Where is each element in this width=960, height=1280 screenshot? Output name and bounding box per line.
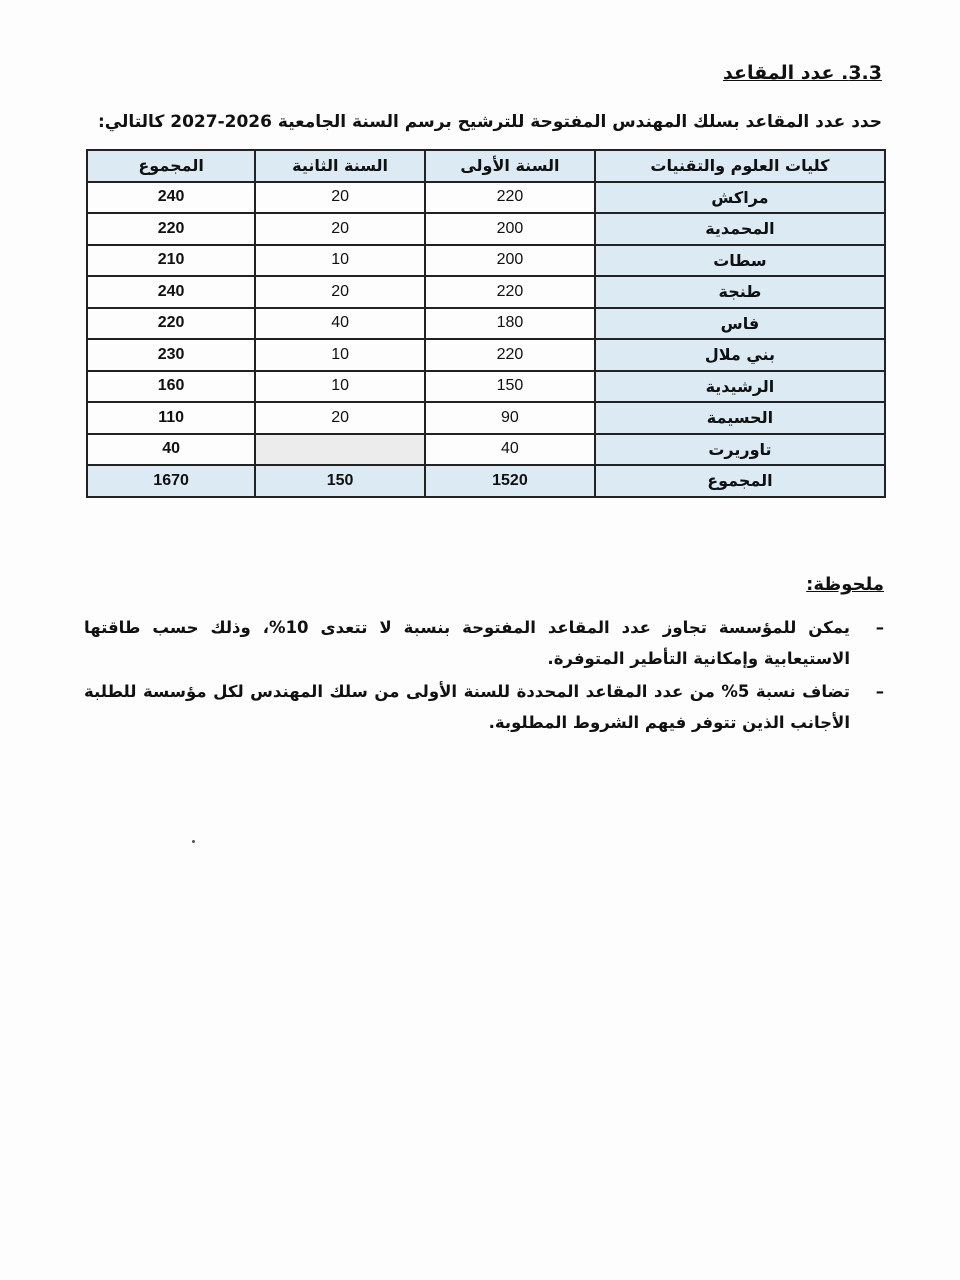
year2-cell: 20 <box>255 182 425 214</box>
table-row <box>87 182 885 214</box>
faculty-cell: الحسيمة <box>595 402 885 434</box>
header-faculty: كليات العلوم والتقنيات <box>595 150 885 182</box>
total-cell: 110 <box>87 402 255 434</box>
faculty-cell: بني ملال <box>595 339 885 371</box>
table-row <box>87 434 885 466</box>
faculty-cell: المحمدية <box>595 213 885 245</box>
totals-label: المجموع <box>595 465 885 497</box>
faculty-cell: تاوريرت <box>595 434 885 466</box>
table-header-row <box>87 150 885 182</box>
header-total: المجموع <box>87 150 255 182</box>
year2-cell: 10 <box>255 339 425 371</box>
year2-cell: 10 <box>255 245 425 277</box>
table-row <box>87 308 885 340</box>
faculty-cell: فاس <box>595 308 885 340</box>
year1-cell: 180 <box>425 308 595 340</box>
totals-year1: 1520 <box>425 465 595 497</box>
notes-title: ملحوظة: <box>806 574 884 595</box>
total-cell: 210 <box>87 245 255 277</box>
section-title: 3.3. عدد المقاعد <box>723 62 882 84</box>
dash-bullet: – <box>875 682 884 701</box>
totals-row <box>87 465 885 497</box>
faculty-cell: الرشيدية <box>595 371 885 403</box>
year1-cell: 90 <box>425 402 595 434</box>
total-cell: 160 <box>87 371 255 403</box>
dash-bullet: – <box>875 618 884 637</box>
total-cell: 240 <box>87 182 255 214</box>
table-row <box>87 339 885 371</box>
total-cell: 40 <box>87 434 255 466</box>
note-text: يمكن للمؤسسة تجاوز عدد المقاعد المفتوحة بنسبة لا تتعدى 10%، وذلك حسب طاقتها الاستيعابية وإمكانية التأطير المتوفرة. <box>84 618 850 668</box>
totals-year2: 150 <box>255 465 425 497</box>
year2-cell: 20 <box>255 213 425 245</box>
year2-cell-empty <box>255 434 425 466</box>
year2-cell: 10 <box>255 371 425 403</box>
year1-cell: 200 <box>425 245 595 277</box>
faculty-cell: مراكش <box>595 182 885 214</box>
table-row <box>87 402 885 434</box>
totals-total: 1670 <box>87 465 255 497</box>
total-cell: 220 <box>87 308 255 340</box>
year1-cell: 220 <box>425 339 595 371</box>
year1-cell: 150 <box>425 371 595 403</box>
year2-cell: 20 <box>255 402 425 434</box>
seats-table <box>86 149 886 498</box>
year1-cell: 40 <box>425 434 595 466</box>
note-text: تضاف نسبة 5% من عدد المقاعد المحددة للسنة الأولى من سلك المهندس لكل مؤسسة للطلبة الأجانب الذين تتوفر فيهم الشروط المطلوبة. <box>84 682 850 732</box>
year2-cell: 40 <box>255 308 425 340</box>
year1-cell: 200 <box>425 213 595 245</box>
total-cell: 220 <box>87 213 255 245</box>
note-item <box>84 676 884 738</box>
faculty-cell: طنجة <box>595 276 885 308</box>
scan-speck <box>192 840 195 843</box>
total-cell: 240 <box>87 276 255 308</box>
table-row <box>87 371 885 403</box>
year1-cell: 220 <box>425 276 595 308</box>
header-year2: السنة الثانية <box>255 150 425 182</box>
year2-cell: 20 <box>255 276 425 308</box>
header-year1: السنة الأولى <box>425 150 595 182</box>
table-row <box>87 276 885 308</box>
notes-list <box>84 612 884 740</box>
intro-paragraph: حدد عدد المقاعد بسلك المهندس المفتوحة للترشيح برسم السنة الجامعية 2026-2027 كالتالي: <box>97 112 882 132</box>
table-row <box>87 245 885 277</box>
total-cell: 230 <box>87 339 255 371</box>
table-row <box>87 213 885 245</box>
note-item <box>84 612 884 674</box>
faculty-cell: سطات <box>595 245 885 277</box>
year1-cell: 220 <box>425 182 595 214</box>
